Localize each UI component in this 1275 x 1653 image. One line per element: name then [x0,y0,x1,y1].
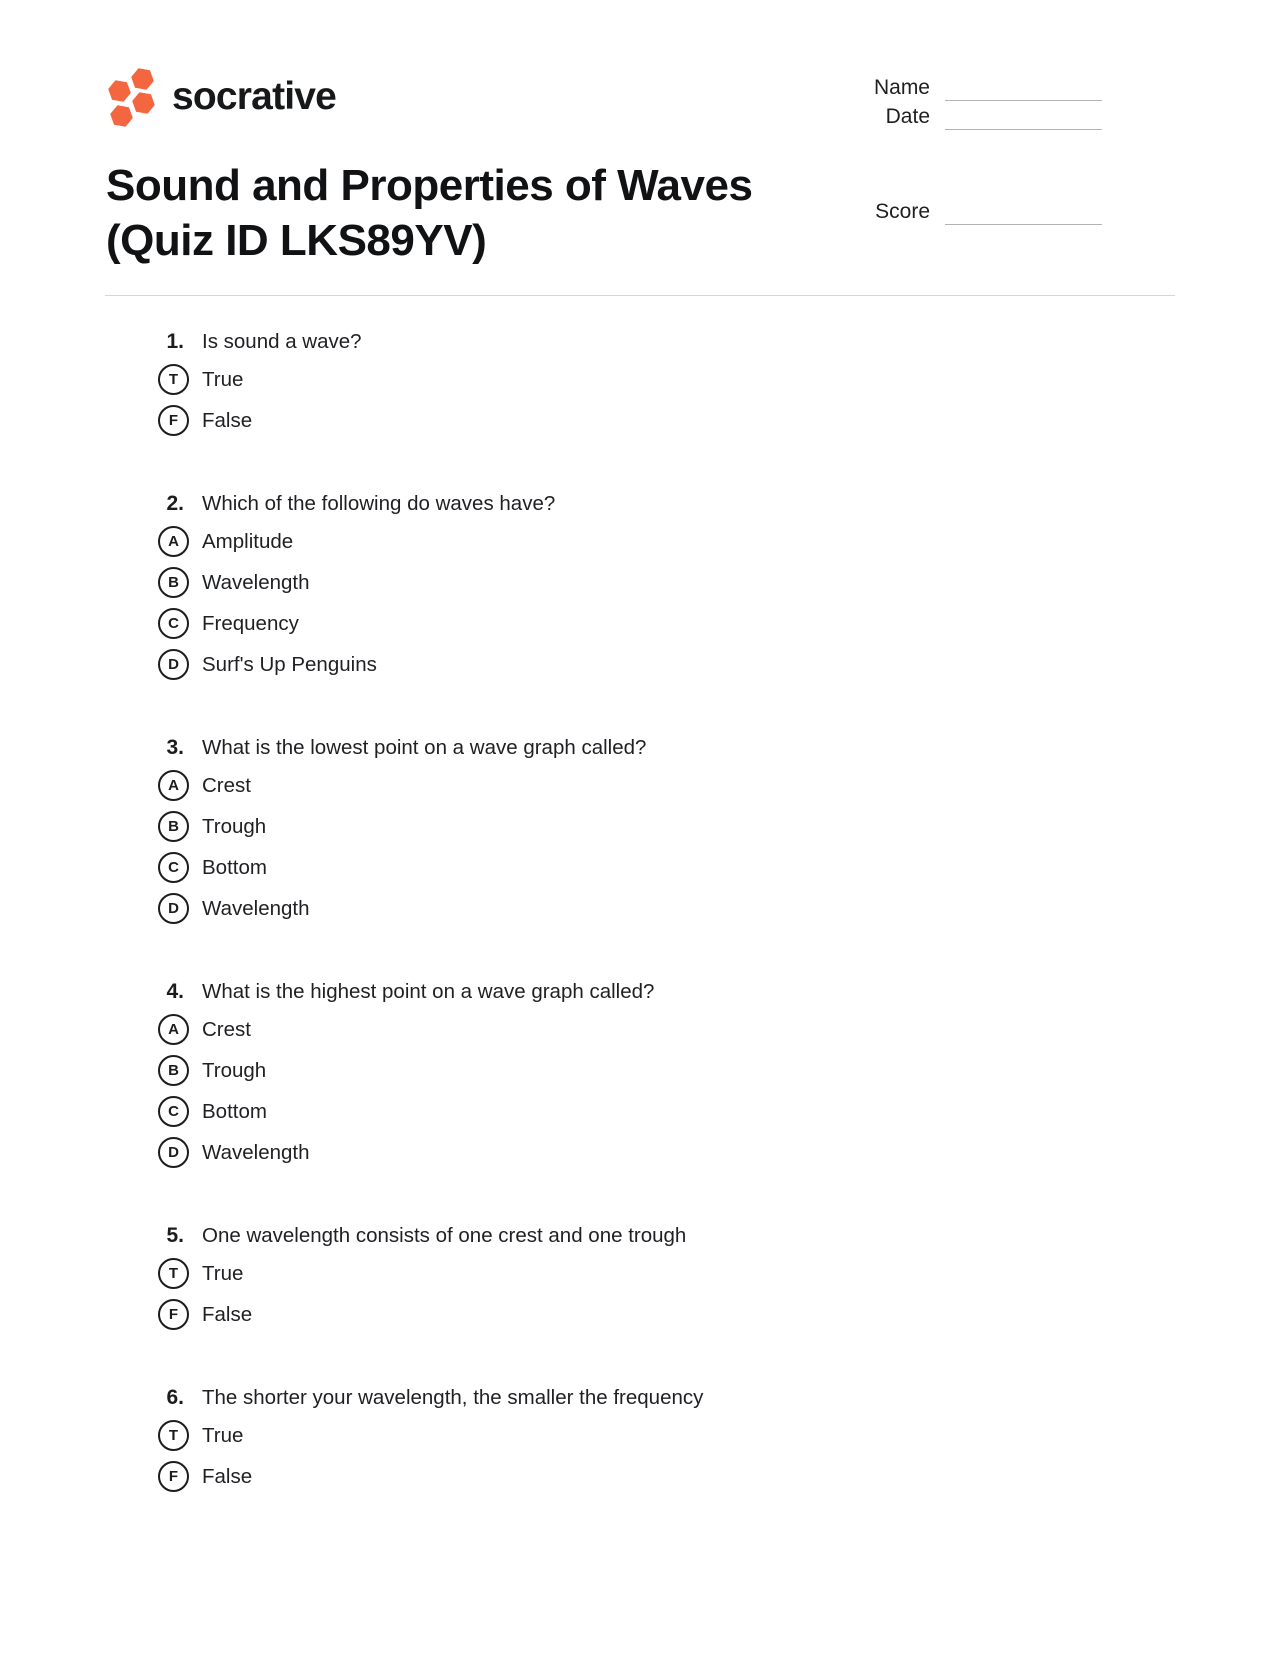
answer-option-label: False [202,1464,253,1488]
answer-option [168,852,1275,883]
answer-option [168,1055,1275,1086]
hexagon-icon [129,67,155,91]
answer-option [168,1258,1275,1289]
answer-option-label: Wavelength [202,570,310,594]
answer-choice-circle[interactable]: T [158,1258,189,1289]
answer-option [168,526,1275,557]
date-field-row [858,103,1104,130]
answer-choice-circle[interactable]: F [158,1299,189,1330]
option-list [168,526,1275,680]
answer-option-label: True [202,1423,244,1447]
option-list [168,1014,1275,1168]
question-block [0,328,1275,436]
answer-choice-circle[interactable]: D [158,1137,189,1168]
answer-option-label: Frequency [202,611,299,635]
answer-option-label: Amplitude [202,529,294,553]
answer-choice-circle[interactable]: C [158,852,189,883]
answer-choice-circle[interactable]: T [158,364,189,395]
question-number: 6. [166,1386,184,1409]
answer-choice-circle[interactable]: A [158,526,189,557]
answer-option-label: Wavelength [202,896,310,920]
date-label: Date [885,105,930,128]
answer-choice-circle[interactable]: F [158,1461,189,1492]
socrative-logo-text: socrative [172,74,337,118]
answer-option [168,1137,1275,1168]
answer-option-label: Bottom [202,1099,267,1123]
date-blank-line[interactable] [945,106,1102,130]
answer-choice-circle[interactable]: B [158,811,189,842]
answer-choice-circle[interactable]: C [158,608,189,639]
answer-option-label: Crest [202,1017,251,1041]
question-text: Is sound a wave? [202,330,362,353]
question-block [0,978,1275,1168]
answer-option [168,1299,1275,1330]
answer-choice-circle[interactable]: D [158,893,189,924]
socrative-logo [104,68,336,128]
answer-choice-circle[interactable]: D [158,649,189,680]
question-block [0,1222,1275,1330]
question-block [0,734,1275,924]
answer-option [168,405,1275,436]
question-number: 1. [166,330,184,353]
answer-option [168,1014,1275,1045]
question-number: 4. [166,980,184,1003]
answer-option-label: Trough [202,1058,267,1082]
question-block [0,490,1275,680]
answer-choice-circle[interactable]: B [158,567,189,598]
score-blank-line[interactable] [945,201,1102,225]
answer-choice-circle[interactable]: F [158,405,189,436]
question-text: Which of the following do waves have? [202,492,556,515]
header-divider [105,295,1175,296]
answer-option [168,1420,1275,1451]
answer-option-label: Bottom [202,855,267,879]
name-label: Name [873,76,930,99]
score-field-row [858,198,1104,225]
option-list [168,770,1275,924]
answer-option [168,567,1275,598]
option-list [168,1420,1275,1492]
answer-choice-circle[interactable]: C [158,1096,189,1127]
hexagon-icon [106,79,132,103]
hexagon-icon [108,104,134,128]
question-number: 3. [166,736,184,759]
question-number: 2. [166,492,184,515]
question-text: What is the highest point on a wave graph called? [202,980,655,1003]
answer-option [168,1461,1275,1492]
option-list [168,1258,1275,1330]
quiz-title: Sound and Properties of Waves (Quiz ID LKS89YV) [106,161,753,266]
answer-option [168,893,1275,924]
answer-option [168,608,1275,639]
answer-option-label: Wavelength [202,1140,310,1164]
answer-option-label: False [202,1302,253,1326]
answer-option [168,811,1275,842]
answer-choice-circle[interactable]: T [158,1420,189,1451]
question-number: 5. [166,1224,184,1247]
hexagon-cluster-icon [104,68,160,128]
answer-option-label: True [202,367,244,391]
answer-option-label: Trough [202,814,267,838]
answer-option-label: True [202,1261,244,1285]
name-field-row [858,74,1104,101]
answer-option [168,1096,1275,1127]
question-block [0,1384,1275,1492]
answer-choice-circle[interactable]: B [158,1055,189,1086]
answer-option-label: Surf's Up Penguins [202,652,377,676]
answer-option [168,770,1275,801]
answer-option-label: False [202,408,253,432]
question-text: What is the lowest point on a wave graph called? [202,736,647,759]
answer-option [168,364,1275,395]
question-text: One wavelength consists of one crest and one trough [202,1224,687,1247]
question-list [0,328,1275,1546]
hexagon-icon [130,91,156,115]
answer-choice-circle[interactable]: A [158,1014,189,1045]
name-blank-line[interactable] [945,77,1102,101]
answer-option-label: Crest [202,773,251,797]
option-list [168,364,1275,436]
score-label: Score [875,200,930,223]
answer-option [168,649,1275,680]
answer-choice-circle[interactable]: A [158,770,189,801]
question-text: The shorter your wavelength, the smaller the frequency [202,1386,704,1409]
